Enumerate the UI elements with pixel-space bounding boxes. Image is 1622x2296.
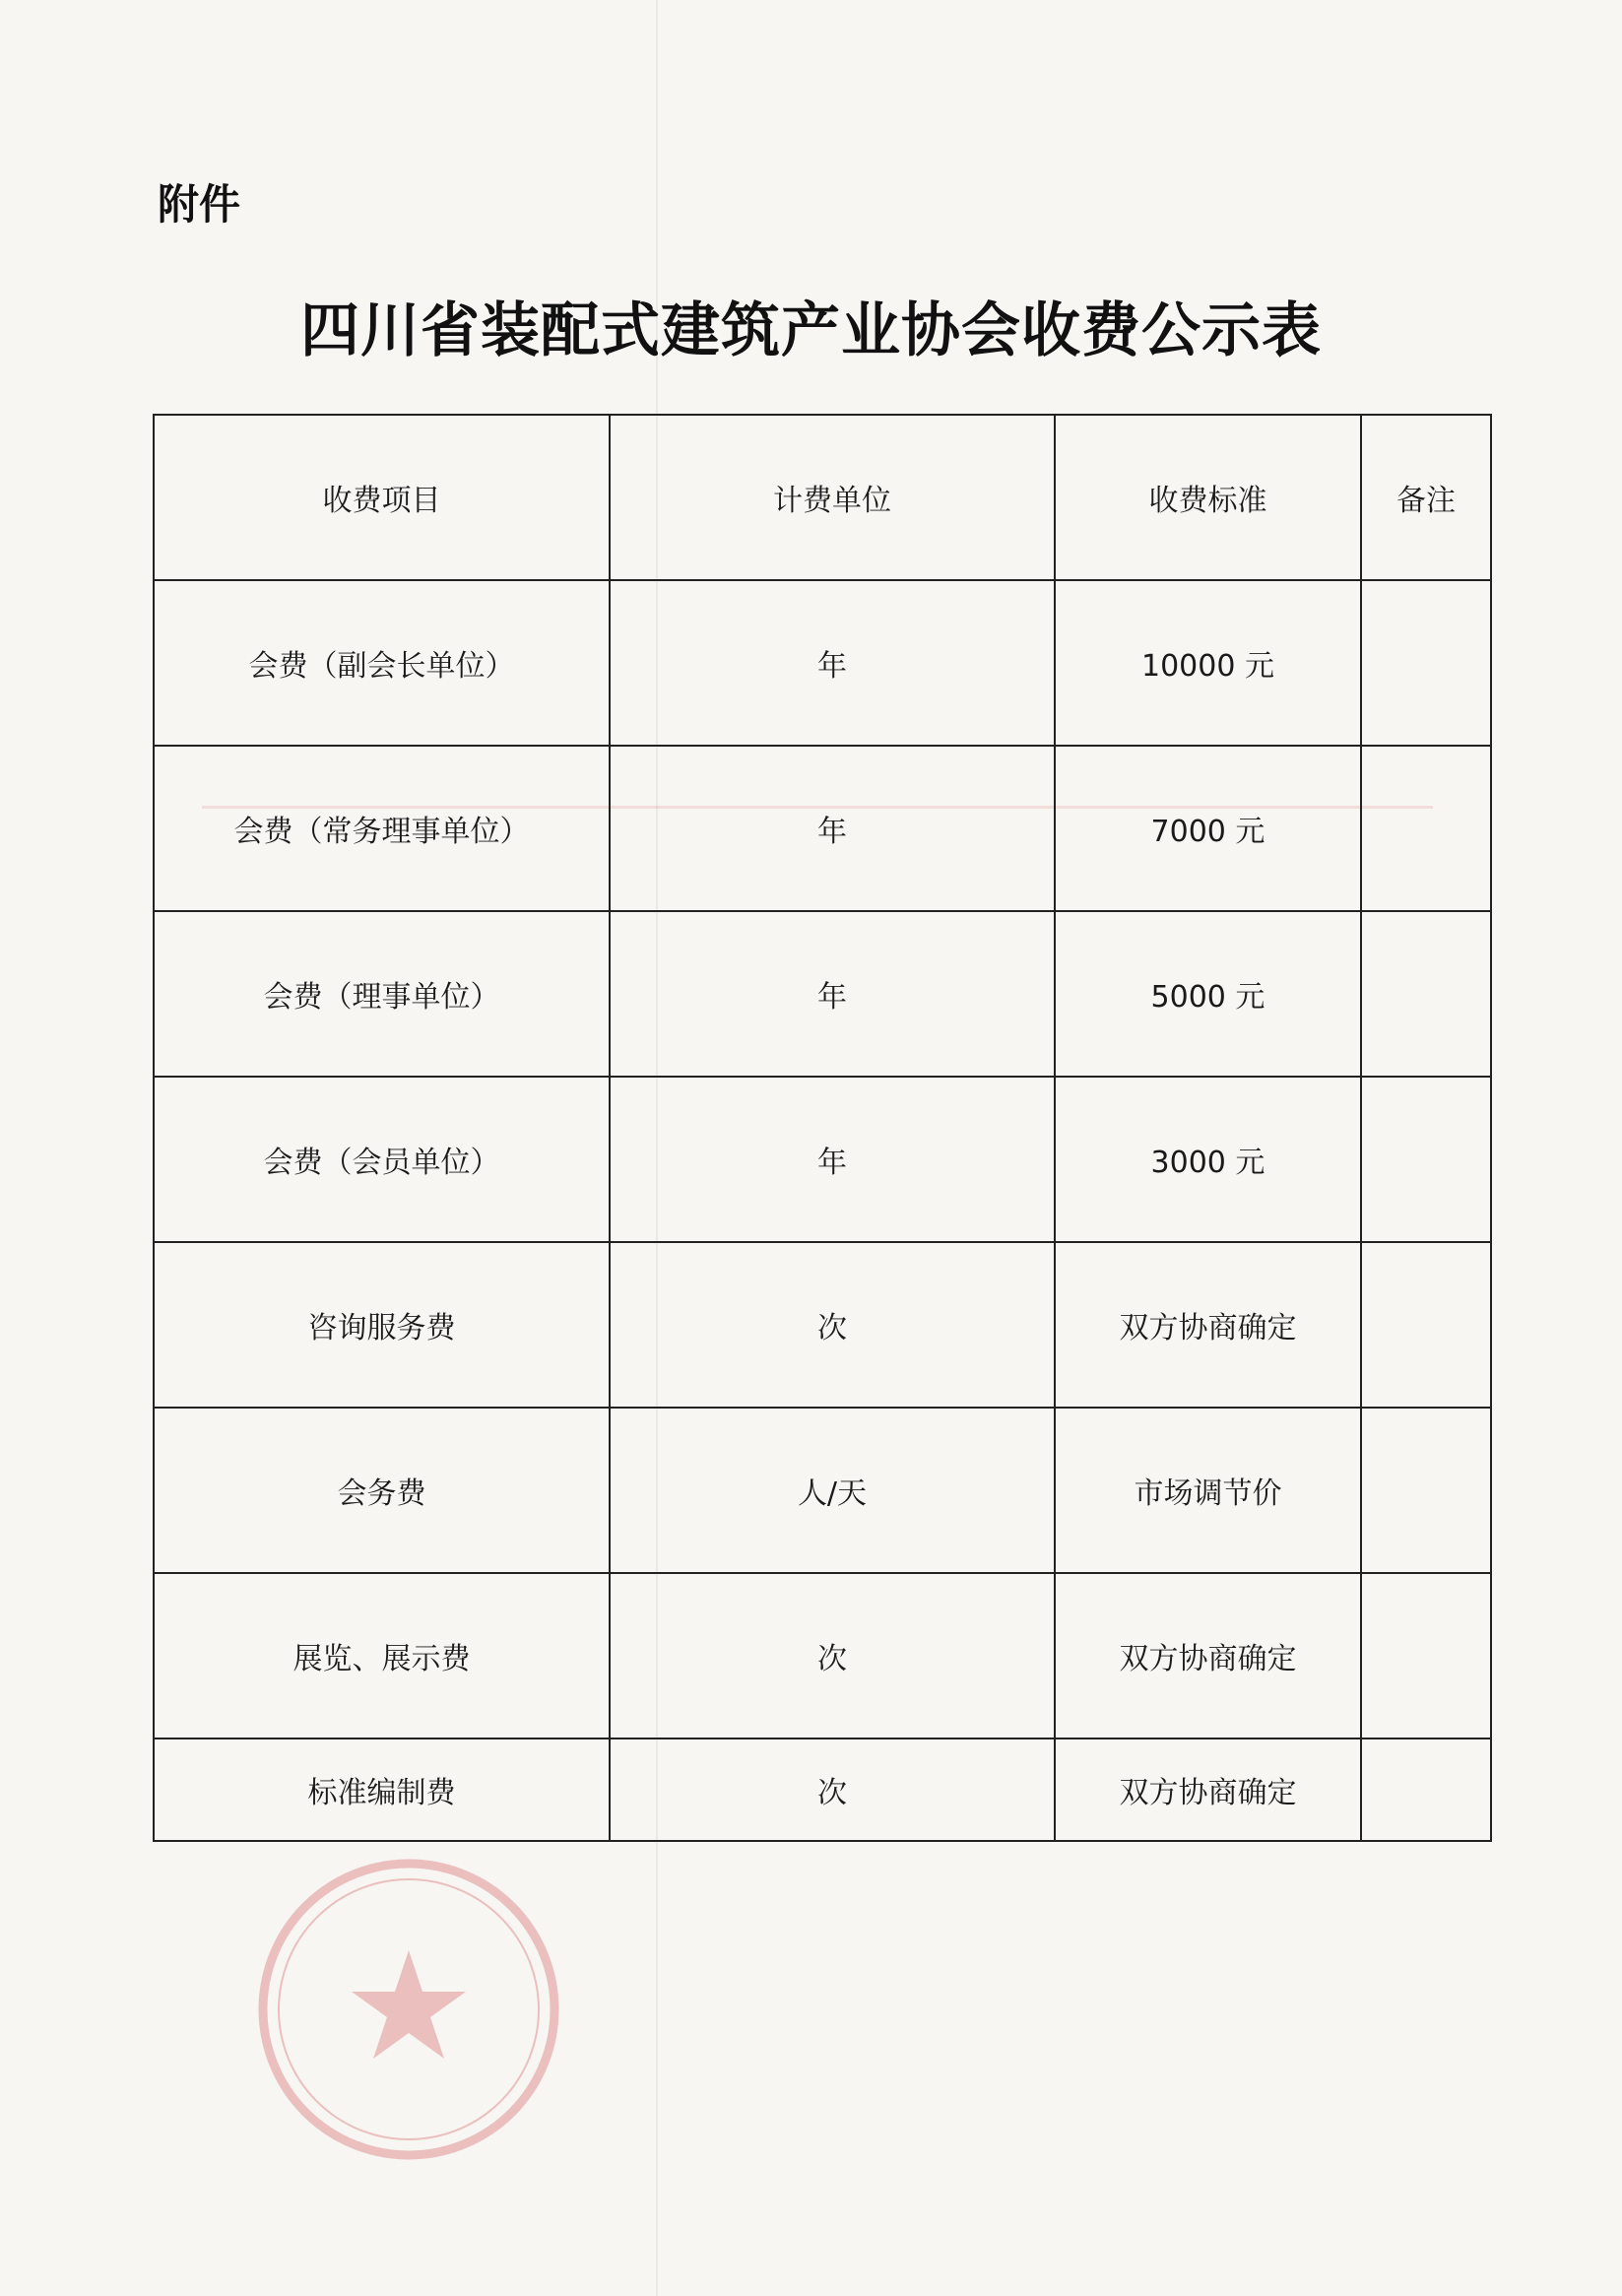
table-header-row	[154, 415, 1491, 580]
cell-remarks	[1361, 1242, 1491, 1408]
cell-item: 标准编制费	[154, 1738, 610, 1841]
cell-item: 展览、展示费	[154, 1573, 610, 1738]
cell-remarks	[1361, 746, 1491, 911]
cell-remarks	[1361, 1408, 1491, 1573]
fee-table	[153, 414, 1492, 1842]
cell-item: 咨询服务费	[154, 1242, 610, 1408]
cell-item: 会费（副会长单位）	[154, 580, 610, 746]
attachment-label: 附件	[158, 180, 241, 229]
cell-standard: 3000 元	[1055, 1077, 1361, 1242]
column-header-unit: 计费单位	[610, 415, 1055, 580]
table-row	[154, 1408, 1491, 1573]
table-row	[154, 580, 1491, 746]
cell-item: 会费（理事单位）	[154, 911, 610, 1077]
cell-unit: 次	[610, 1242, 1055, 1408]
cell-unit: 人/天	[610, 1408, 1055, 1573]
column-header-remarks: 备注	[1361, 415, 1491, 580]
cell-unit: 年	[610, 911, 1055, 1077]
cell-item: 会务费	[154, 1408, 610, 1573]
table-row	[154, 1242, 1491, 1408]
cell-unit: 年	[610, 1077, 1055, 1242]
cell-standard: 7000 元	[1055, 746, 1361, 911]
column-header-item: 收费项目	[154, 415, 610, 580]
cell-standard: 市场调节价	[1055, 1408, 1361, 1573]
table-row	[154, 746, 1491, 911]
cell-unit: 次	[610, 1738, 1055, 1841]
cell-standard: 5000 元	[1055, 911, 1361, 1077]
cell-item: 会费（常务理事单位）	[154, 746, 610, 911]
table-row	[154, 1738, 1491, 1841]
cell-remarks	[1361, 1077, 1491, 1242]
table-row	[154, 1077, 1491, 1242]
official-seal-icon	[251, 1852, 566, 2167]
cell-remarks	[1361, 1738, 1491, 1841]
cell-remarks	[1361, 911, 1491, 1077]
page-title: 四川省装配式建筑产业协会收费公示表	[300, 296, 1322, 365]
cell-unit: 年	[610, 746, 1055, 911]
cell-unit: 次	[610, 1573, 1055, 1738]
cell-unit: 年	[610, 580, 1055, 746]
cell-remarks	[1361, 580, 1491, 746]
table-row	[154, 911, 1491, 1077]
cell-standard: 双方协商确定	[1055, 1573, 1361, 1738]
table-row	[154, 1573, 1491, 1738]
cell-remarks	[1361, 1573, 1491, 1738]
column-header-standard: 收费标准	[1055, 415, 1361, 580]
cell-item: 会费（会员单位）	[154, 1077, 610, 1242]
cell-standard: 10000 元	[1055, 580, 1361, 746]
cell-standard: 双方协商确定	[1055, 1242, 1361, 1408]
cell-standard: 双方协商确定	[1055, 1738, 1361, 1841]
